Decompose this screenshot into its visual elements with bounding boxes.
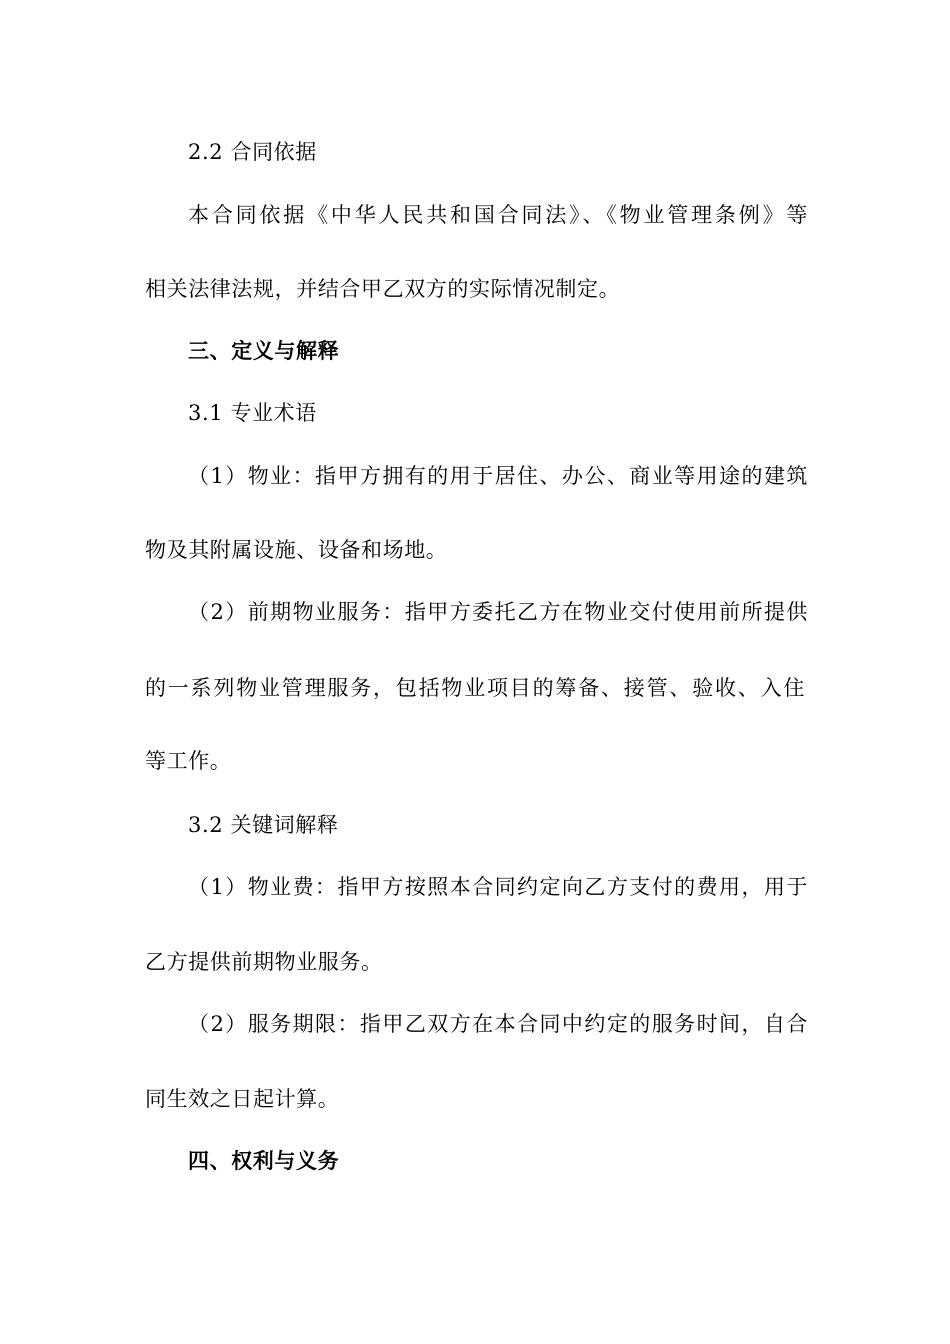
paragraph-line: （2）前期物业服务：指甲方委托乙方在物业交付使用前所提供 [188, 600, 808, 624]
paragraph-line: 同生效之日起计算。 [145, 1087, 340, 1111]
paragraph-line: 等工作。 [145, 749, 232, 773]
subsection-title-2-2: 2.2 合同依据 [188, 140, 317, 164]
subsection-title-3-2: 3.2 关键词解释 [188, 813, 339, 837]
paragraph-line: 物及其附属设施、设备和场地。 [145, 538, 448, 562]
paragraph-line: 乙方提供前期物业服务。 [145, 950, 383, 974]
paragraph-line: 本合同依据《中华人民共和国合同法》、《物业管理条例》等 [188, 203, 808, 227]
paragraph-line: （1）物业费：指甲方按照本合同约定向乙方支付的费用，用于 [188, 875, 808, 899]
section-heading-4: 四、权利与义务 [188, 1149, 340, 1173]
subsection-title-3-1: 3.1 专业术语 [188, 401, 317, 425]
section-heading-3: 三、定义与解释 [188, 339, 340, 363]
paragraph-line: （1）物业：指甲方拥有的用于居住、办公、商业等用途的建筑 [188, 464, 808, 488]
paragraph-line: 相关法律法规，并结合甲乙双方的实际情况制定。 [145, 277, 621, 301]
paragraph-line: （2）服务期限：指甲乙双方在本合同中约定的服务时间，自合 [188, 1012, 808, 1036]
paragraph-line: 的一系列物业管理服务，包括物业项目的筹备、接管、验收、入住 [145, 676, 805, 700]
